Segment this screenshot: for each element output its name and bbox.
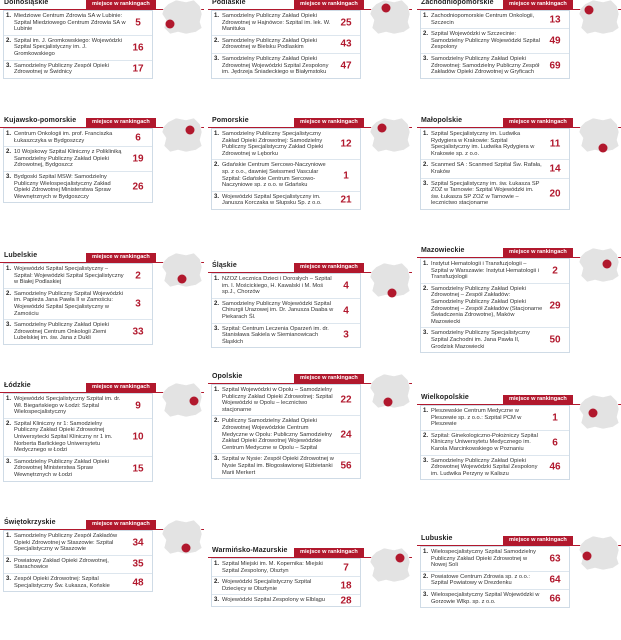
hospital-name: Szpital Wojewódzki w Opolu – Samodzielny Publiczny Zakład Opieki Zdrowotnej: Szpital Wojewódzki w Opolu – lecznictwo stacjonarne: [222, 387, 333, 413]
list-item: [4, 556, 152, 574]
rank-value: 22: [340, 394, 352, 406]
item-number: 1.: [423, 13, 429, 19]
hospital-name: Szpital im. J. Gromkowskiego: Wojewódzki Szpital Specjalistyczny im. J. Gromkowskiego: [14, 37, 122, 57]
rank-value: 9: [135, 400, 141, 412]
rank-label: miejsce w rankingach: [86, 383, 156, 392]
rank-value: 66: [549, 593, 561, 605]
rank-value: 15: [132, 463, 144, 475]
list-item: [421, 284, 569, 329]
item-number: 3.: [214, 55, 220, 62]
list-item: [4, 320, 152, 344]
rank-value: 12: [340, 138, 352, 150]
list-item: [421, 179, 569, 209]
list-item: [421, 547, 569, 572]
hospital-name: Samodzielny Publiczny Zakład Opieki Zdrowotnej w Hajnówce: Szpital im. lek. W. Manituka: [222, 13, 331, 33]
rank-label: miejsce w rankingach: [503, 0, 573, 9]
region-header: [208, 263, 412, 273]
region-highlight-icon: [599, 144, 608, 153]
region-name: Kujawsko-pomorskie: [4, 117, 77, 124]
list-item: [421, 160, 569, 178]
item-number: 3.: [423, 55, 429, 62]
region-header: [417, 0, 621, 10]
rank-value: 17: [132, 63, 144, 75]
hospital-name: Szpital Specjalistyczny im. Ludwika Rydygiera w Krakowie: Szpital Specjalistyczny im. Ludwika Rydygiera w Krakowie sp. z o.o.: [431, 131, 535, 157]
hospital-list: [3, 128, 153, 203]
hospital-name: Samodzielny Publiczny Zakład Opieki Zdrowotnej w Bielsku Podlaskim: [222, 37, 317, 51]
rank-value: 6: [135, 132, 141, 144]
item-number: 1.: [6, 131, 12, 137]
hospital-name: Samodzielny Publiczny Zakład Opieki Zdrowotnej Centrum Onkologii Ziemi Lubelskiej im. św. Jana z Dukli: [14, 322, 109, 342]
region-name: Lubuskie: [421, 535, 453, 542]
poland-map-icon: [160, 251, 204, 289]
item-number: 2.: [214, 579, 220, 586]
rank-label: miejsce w rankingach: [86, 0, 156, 9]
rank-label: miejsce w rankingach: [503, 118, 573, 127]
rank-label: miejsce w rankingach: [294, 263, 364, 272]
rank-value: 64: [549, 574, 561, 586]
region-header: [417, 118, 621, 128]
hospital-name: Powiatowy Zakład Opieki Zdrowotnej, Starachowice: [14, 557, 109, 571]
list-item: [421, 572, 569, 590]
rank-value: 25: [340, 17, 352, 29]
poland-map-icon: [368, 0, 412, 36]
region-header: [0, 520, 204, 530]
list-item: [4, 419, 152, 457]
list-item: [212, 11, 360, 36]
rank-label: miejsce w rankingach: [503, 395, 573, 404]
rank-value: 43: [340, 38, 352, 50]
list-item: [421, 11, 569, 29]
item-number: 3.: [423, 180, 429, 187]
hospital-name: Wielospecjalistyczny Szpital Samodzielny Publiczny Zakład Opieki Zdrowotnej w Nowej Soli: [431, 549, 536, 569]
item-number: 1.: [423, 131, 429, 137]
hospital-list: [211, 558, 361, 607]
region-name: Opolskie: [212, 373, 243, 380]
rank-value: 6: [552, 437, 558, 449]
item-number: 2.: [6, 420, 12, 427]
region-highlight-icon: [382, 4, 391, 13]
region-highlight-icon: [384, 398, 393, 407]
rank-value: 11: [549, 138, 561, 150]
item-number: 1.: [6, 266, 12, 272]
poland-map-icon: [160, 0, 204, 36]
poland-map-icon: [368, 261, 412, 299]
region-highlight-icon: [166, 20, 175, 29]
region-name: Warmińsko-Mazurskie: [212, 547, 288, 554]
region-name: Zachodniopomorskie: [421, 0, 494, 6]
list-item: [421, 328, 569, 352]
rank-value: 3: [135, 298, 141, 310]
hospital-name: Samodzielny Publiczny Zespół Opieki Zdrowotnej w Świdnicy: [14, 62, 109, 76]
rank-value: 34: [132, 537, 144, 549]
hospital-name: Samodzielny Publiczny Zakład Opieki Zdrowotnej Ministerstwa Spraw Wewnętrznych w Łodzi: [14, 458, 109, 478]
hospital-name: Publiczny Samodzielny Zakład Opieki Zdrowotnej Wojewódzkie Centrum Medyczne w Opolu: Publiczny Samodzielny Zakład Opieki Zdrowotnej Wojewódzkie Centrum Medyczne w Opolu – Szpital: [222, 418, 333, 451]
rank-value: 1: [552, 412, 558, 424]
region-box: [208, 374, 412, 479]
item-number: 3.: [6, 173, 12, 180]
region-name: Świętokrzyskie: [4, 519, 56, 526]
item-number: 3.: [214, 193, 220, 200]
hospital-name: Wojewódzki Specjalistyczny Szpital im. dr. Wł. Biegańskiego w Łodzi: Szpital Wielospecjalistyczny: [14, 396, 121, 416]
region-name: Śląskie: [212, 262, 237, 269]
item-number: 1.: [6, 396, 12, 402]
rank-value: 10: [132, 431, 144, 443]
hospital-name: Wojewódzki Szpital Specjalistyczny im. Janusza Korczaka w Słupsku Sp. z o.o.: [222, 193, 322, 207]
rank-label: miejsce w rankingach: [294, 0, 364, 9]
item-number: 2.: [6, 37, 12, 44]
item-number: 1.: [423, 261, 429, 267]
hospital-name: Szpital Kliniczny nr 1: Samodzielny Publiczny Zakład Opieki Zdrowotnej Uniwersytecki Szpital Kliniczny nr 1 im. Norberta Barlickiego Uniwersytetu Medycznego w Łodzi: [14, 420, 113, 454]
list-item: [212, 299, 360, 324]
item-number: 3.: [423, 457, 429, 464]
list-item: [212, 324, 360, 348]
hospital-name: Samodzielny Publiczny Specjalistyczny Szpital Zachodni im. Jana Pawła II, Grodzisk Mazowiecki: [431, 330, 530, 350]
list-item: [212, 416, 360, 454]
list-item: [212, 129, 360, 160]
list-item: [4, 36, 152, 61]
region-name: Wielkopolskie: [421, 394, 469, 401]
list-item: [4, 574, 152, 591]
item-number: 2.: [423, 285, 429, 292]
hospital-list: [420, 258, 570, 353]
rank-value: 16: [132, 42, 144, 54]
list-item: [212, 559, 360, 577]
rank-value: 19: [132, 153, 144, 165]
hospital-name: Szpital Miejski im. M. Kopernika: Miejski Szpital Zespolony, Olsztyn: [222, 561, 323, 574]
rank-label: miejsce w rankingach: [503, 536, 573, 545]
rank-label: miejsce w rankingach: [86, 118, 156, 127]
rank-value: 63: [549, 553, 561, 565]
item-number: 3.: [6, 575, 12, 582]
list-item: [421, 29, 569, 54]
item-number: 2.: [6, 290, 12, 297]
poland-map-icon: [160, 381, 204, 419]
poland-map-icon: [577, 116, 621, 154]
hospital-name: NZOZ Lecznica Dzieci i Dorosłych – Szpital im. I. Mościckiego, H. Kawalski i M. Moś sp.J., Chorzów: [222, 276, 332, 296]
rank-value: 1: [343, 170, 349, 182]
hospital-list: [420, 128, 570, 210]
region-header: [208, 0, 412, 10]
rank-value: 69: [549, 60, 561, 72]
region-box: [417, 118, 621, 210]
hospital-list: [3, 393, 153, 482]
rank-label: miejsce w rankingach: [294, 548, 364, 557]
hospital-name: Gdańskie Centrum Sercowo-Naczyniowe sp. z o.o., dawniej Swissmed Vascular Szpital: Gdańskie Centrum Sercowo-Naczyniowe sp. z o.o. w Gdańsku: [222, 162, 326, 189]
hospital-list: [211, 273, 361, 348]
rank-value: 20: [549, 188, 561, 200]
hospital-name: Szpital: Centrum Leczenia Oparzeń im. dr. Stanisława Sakiela w Siemianowicach Śląskich: [222, 325, 329, 345]
item-number: 2.: [214, 37, 220, 44]
list-item: [4, 289, 152, 320]
list-item: [421, 259, 569, 284]
hospital-list: [420, 405, 570, 480]
list-item: [421, 456, 569, 480]
poland-map-icon: [577, 393, 621, 431]
poland-map-icon: [577, 0, 621, 36]
hospital-name: Centrum Onkologii im. prof. Franciszka Łukaszczyka w Bydgoszczy: [14, 131, 113, 144]
region-header: [417, 395, 621, 405]
list-item: [4, 129, 152, 147]
region-highlight-icon: [396, 554, 405, 563]
region-box: [208, 0, 412, 79]
hospital-name: Wojewódzki Specjalistyczny Szpital Dziecięcy w Olsztynie: [222, 579, 312, 592]
item-number: 2.: [423, 432, 429, 439]
item-number: 1.: [214, 13, 220, 19]
hospital-name: Instytut Hematologii i Transfuzjologii – Szpital w Warszawie: Instytut Hematologii i Transfuzjologii: [431, 261, 539, 281]
list-item: [4, 147, 152, 172]
hospital-list: [420, 546, 570, 608]
rank-value: 7: [343, 562, 349, 574]
region-header: [0, 0, 204, 10]
item-number: 1.: [214, 561, 220, 567]
item-number: 3.: [423, 591, 429, 598]
item-number: 3.: [214, 597, 220, 604]
item-number: 1.: [214, 387, 220, 393]
item-number: 3.: [6, 458, 12, 465]
region-highlight-icon: [182, 544, 191, 553]
rank-label: miejsce w rankingach: [294, 118, 364, 127]
list-item: [212, 385, 360, 416]
item-number: 2.: [6, 557, 12, 564]
item-number: 3.: [6, 322, 12, 329]
hospital-name: Wojewódzki Szpital Zespolony w Elblągu: [222, 597, 325, 604]
item-number: 2.: [423, 573, 429, 580]
item-number: 1.: [423, 408, 429, 414]
rank-value: 21: [340, 194, 352, 206]
region-highlight-icon: [186, 126, 195, 135]
list-item: [212, 577, 360, 595]
rank-value: 3: [343, 329, 349, 341]
list-item: [421, 406, 569, 431]
region-highlight-icon: [585, 6, 594, 15]
list-item: [212, 36, 360, 54]
hospital-name: Wojewódzki Szpital Specjalistyczny – Szpital: Wojewódzki Szpital Specjalistyczny w Białej Podlaskiej: [14, 266, 124, 286]
region-highlight-icon: [378, 124, 387, 133]
rank-value: 14: [549, 163, 561, 175]
hospital-name: Szpital Specjalistyczny im. św. Łukasza SP ZOZ w Tarnowie: Szpital Wojewódzki im. św. Łukasza SP ZOZ w Tarnowie – lecznictwo stacjonarne: [431, 180, 540, 207]
rank-value: 18: [340, 580, 352, 592]
region-header: [0, 253, 204, 263]
hospital-name: Zespół Opieki Zdrowotnej: Szpital Specjalistyczny Św. Łukasza, Końskie: [14, 575, 110, 589]
item-number: 1.: [6, 13, 12, 19]
item-number: 3.: [214, 456, 220, 463]
list-item: [4, 11, 152, 36]
hospital-list: [420, 10, 570, 79]
item-number: 3.: [423, 330, 429, 337]
poland-map-icon: [577, 534, 621, 572]
item-number: 1.: [214, 276, 220, 282]
rank-label: miejsce w rankingach: [86, 253, 156, 262]
region-box: [208, 548, 412, 607]
rank-label: miejsce w rankingach: [86, 520, 156, 529]
hospital-name: Zachodniopomorskie Centrum Onkologii, Szczecin: [431, 13, 535, 26]
region-highlight-icon: [388, 289, 397, 298]
region-header: [0, 383, 204, 393]
hospital-name: Szpital Wojewódzki w Szczecinie: Samodzielny Publiczny Wojewódzki Szpital Zespolony: [431, 31, 540, 51]
rank-value: 5: [135, 17, 141, 29]
rank-value: 2: [135, 270, 141, 282]
item-number: 1.: [214, 131, 220, 137]
region-highlight-icon: [603, 260, 612, 269]
rank-value: 50: [549, 334, 561, 346]
list-item: [212, 54, 360, 78]
item-number: 3.: [6, 62, 12, 69]
region-highlight-icon: [583, 552, 592, 561]
item-number: 2.: [214, 418, 220, 425]
region-highlight-icon: [589, 409, 598, 418]
rank-value: 2: [552, 265, 558, 277]
hospital-list: [211, 10, 361, 79]
rank-label: miejsce w rankingach: [294, 374, 364, 383]
item-number: 1.: [6, 533, 12, 539]
region-name: Małopolskie: [421, 117, 463, 124]
hospital-name: Miedziowe Centrum Zdrowia SA w Lubinie: Szpital Miedziowego Centrum Zdrowia SA w Lubinie: [14, 13, 126, 33]
region-name: Pomorskie: [212, 117, 249, 124]
list-item: [212, 192, 360, 209]
hospital-name: Samodzielny Publiczny Zakład Opieki Zdrowotnej Wojewódzki Szpital Zespolony im. Jędrzeja Śniadeckiego w Białymstoku: [222, 55, 329, 76]
region-box: [417, 395, 621, 480]
hospital-name: Samodzielny Publiczny Szpital Wojewódzki im. Papieża Jana Pawła II w Zamościu: Wojewódzki Szpital Specjalistyczny w Zamościu: [14, 290, 123, 317]
list-item: [421, 590, 569, 607]
poland-map-icon: [368, 116, 412, 154]
region-box: [0, 520, 204, 592]
region-box: [0, 118, 204, 203]
region-name: Lubelskie: [4, 252, 38, 259]
region-header: [208, 548, 412, 558]
poland-map-icon: [160, 518, 204, 556]
list-item: [212, 595, 360, 606]
rank-value: 28: [340, 595, 352, 607]
list-item: [4, 531, 152, 556]
region-name: Łódzkie: [4, 382, 31, 389]
hospital-name: Samodzielny Publiczny Wojewódzki Szpital Chirurgii Urazowej im. Dr. Janusza Daaba w Piekarach Śl.: [222, 300, 334, 320]
item-number: 1.: [423, 549, 429, 555]
list-item: [212, 160, 360, 191]
hospital-name: Samodzielny Publiczny Zakład Opieki Zdrowotnej – Zespół Zakładów: Samodzielny Publiczny Zakład Opieki Zdrowotnej – Zespół Zakładów (Stacjonarne Świadczenia Zdrowotne), Maków Mazowiecki: [431, 285, 543, 325]
hospital-name: Scanmed SA : Scanmed Szpital Św. Rafała, Kraków: [431, 162, 542, 175]
list-item: [421, 129, 569, 160]
item-number: 3.: [214, 325, 220, 332]
region-box: [417, 0, 621, 79]
region-header: [208, 374, 412, 384]
hospital-name: Szpital: Ginekologiczno-Położniczy Szpital Kliniczny Uniwersytetu Medycznego im. Karola Marcinkowskiego w Poznaniu: [431, 432, 538, 452]
rank-value: 13: [549, 14, 561, 26]
list-item: [4, 61, 152, 78]
region-header: [0, 118, 204, 128]
poland-map-icon: [368, 372, 412, 410]
rank-value: 35: [132, 558, 144, 570]
list-item: [421, 54, 569, 78]
region-box: [0, 253, 204, 345]
poland-map-icon: [577, 246, 621, 284]
region-box: [0, 0, 204, 79]
poland-map-icon: [368, 546, 412, 584]
rank-value: 33: [132, 326, 144, 338]
rank-value: 26: [132, 181, 144, 193]
rank-value: 4: [343, 305, 349, 317]
rank-value: 29: [549, 300, 561, 312]
region-box: [208, 263, 412, 348]
hospital-name: Bydgoski Szpital MSW: Samodzielny Publiczny Wielospecjalistyczny Zakład Opieki Zdrowotnej Ministerstwa Spraw Wewnętrznych w Bydgoszczy: [14, 173, 111, 200]
list-item: [4, 264, 152, 289]
hospital-list: [3, 263, 153, 345]
region-name: Dolnośląskie: [4, 0, 49, 6]
item-number: 2.: [214, 162, 220, 169]
hospital-name: Wielospecjalistyczny Szpital Wojewódzki w Gorzowie Wlkp. sp. z o.o.: [431, 591, 540, 605]
hospital-name: Szpital w Nysie: Zespół Opieki Zdrowotnej w Nysie Szpital im. Błogosławionej Elżbietanki Marii Merkert: [222, 456, 334, 476]
list-item: [4, 457, 152, 481]
hospital-list: [211, 384, 361, 479]
region-box: [208, 118, 412, 210]
region-box: [417, 248, 621, 353]
rank-value: 56: [340, 460, 352, 472]
region-box: [417, 536, 621, 608]
list-item: [212, 274, 360, 299]
item-number: 2.: [423, 31, 429, 38]
region-header: [417, 248, 621, 258]
region-header: [208, 118, 412, 128]
item-number: 2.: [423, 162, 429, 169]
hospital-name: Samodzielny Publiczny Zakład Opieki Zdrowotnej Wojewódzki Szpital Zespolony im. Ludwika Perzyny w Kaliszu: [431, 457, 538, 477]
region-header: [417, 536, 621, 546]
list-item: [4, 172, 152, 202]
hospital-name: Powiatowe Centrum Zdrowia sp. z o.o.: Szpital Powiatowy w Drezdenku: [431, 573, 530, 587]
list-item: [421, 431, 569, 456]
item-number: 2.: [214, 300, 220, 307]
region-box: [0, 383, 204, 482]
item-number: 2.: [6, 149, 12, 156]
rank-value: 49: [549, 35, 561, 47]
rank-value: 47: [340, 60, 352, 72]
hospital-list: [3, 10, 153, 79]
hospital-name: Pleszewskie Centrum Medyczne w Pleszewie sp. z o.o.: Szpital PCM w Pleszewie: [431, 408, 522, 428]
list-item: [4, 394, 152, 419]
hospital-list: [211, 128, 361, 210]
rank-value: 46: [549, 461, 561, 473]
hospital-name: Samodzielny Publiczny Zespół Zakładów Opieki Zdrowotnej w Staszowie: Szpital Specjalistyczny w Staszowie: [14, 533, 118, 553]
hospital-name: Samodzielny Publiczny Zakład Opieki Zdrowotnej: Samodzielny Publiczny Zespół Zakładów Opieki Zdrowotnej w Gryficach: [431, 55, 540, 76]
rank-value: 24: [340, 429, 352, 441]
hospital-list: [3, 530, 153, 592]
region-name: Mazowieckie: [421, 247, 465, 254]
list-item: [212, 454, 360, 478]
rank-value: 4: [343, 280, 349, 292]
region-highlight-icon: [190, 397, 199, 406]
poland-map-icon: [160, 116, 204, 154]
hospital-name: 10 Wojskowy Szpital Kliniczny z Polikliniką Samodzielny Publiczny Zakład Opieki Zdrowotnej, Bydgoszcz: [14, 149, 122, 169]
region-name: Podlaskie: [212, 0, 246, 6]
region-highlight-icon: [178, 275, 187, 284]
rank-value: 48: [132, 577, 144, 589]
hospital-name: Samodzielny Publiczny Specjalistyczny Zakład Opieki Zdrowotnej: Samodzielny Publiczny Specjalistyczny Zakład Opieki Zdrowotnej w Lęborku: [222, 131, 324, 157]
rank-label: miejsce w rankingach: [503, 248, 573, 257]
